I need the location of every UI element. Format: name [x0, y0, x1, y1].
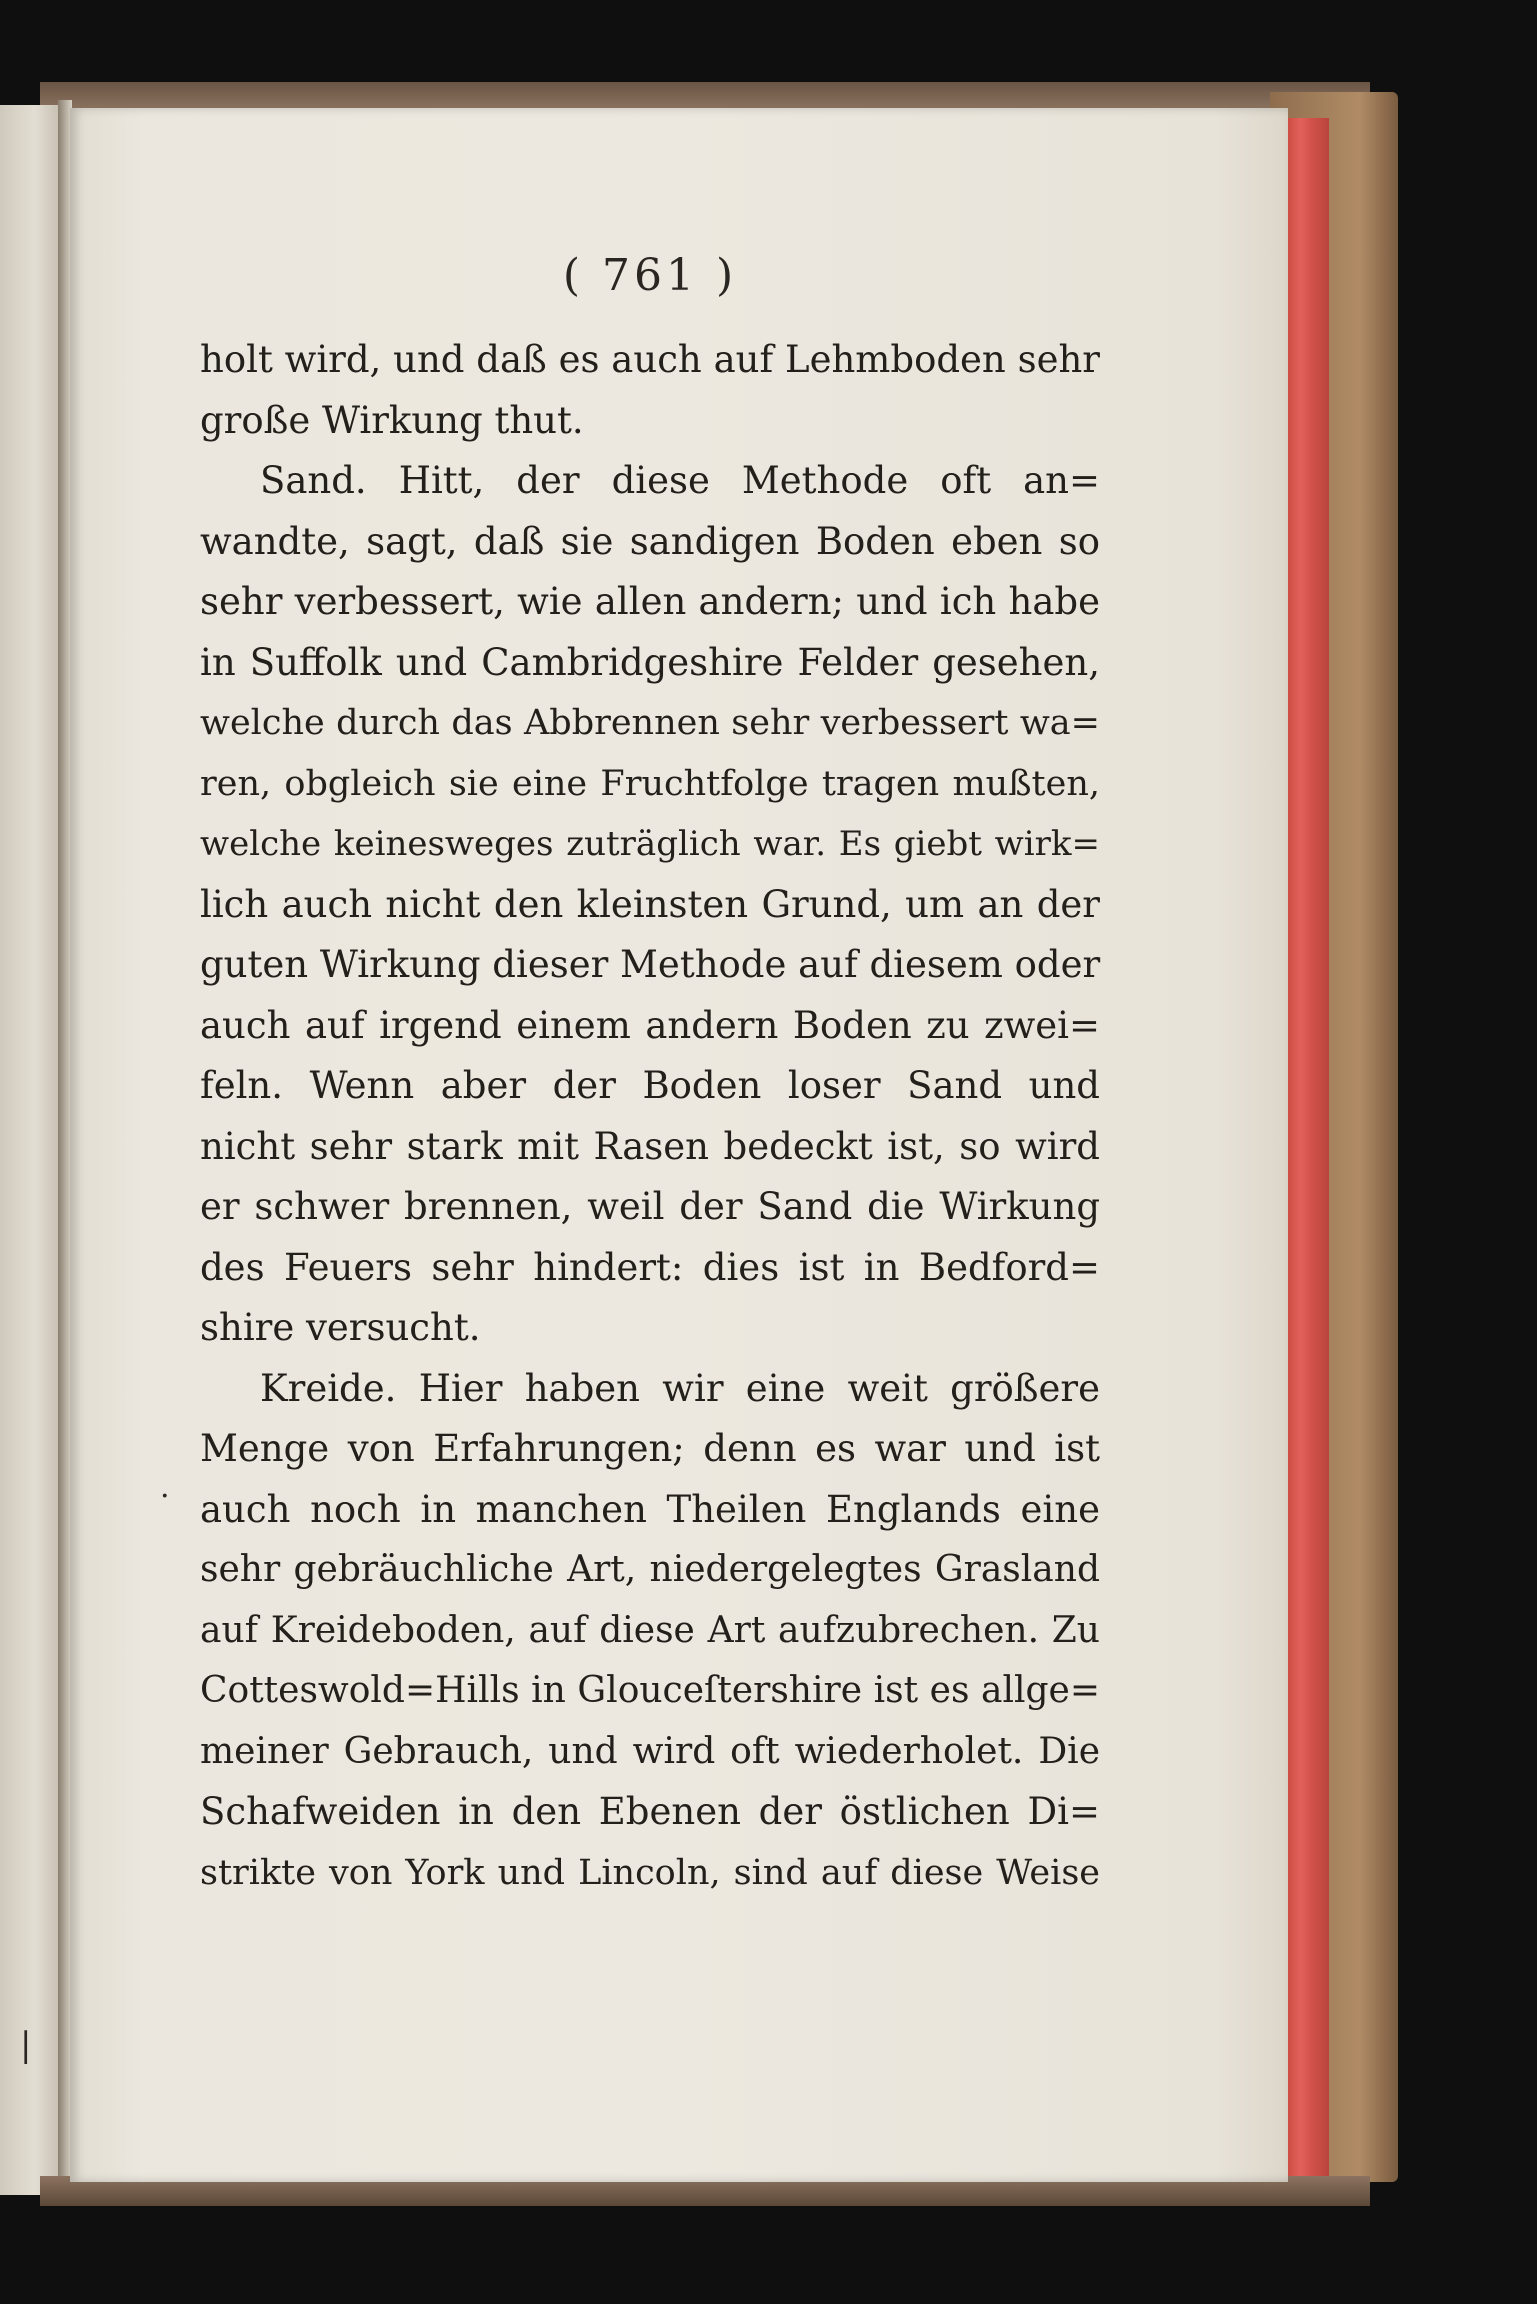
text-line: des Feuers sehr hindert: dies ist in Bedford=: [200, 1245, 1100, 1289]
text-line: meiner Gebrauch, und wird oft wiederholet. Die: [200, 1730, 1100, 1772]
page-body-text: [200, 330, 1100, 1903]
text-line: in Suffolk und Cambridgeshire Felder gesehen,: [200, 640, 1100, 684]
text-line: wandte, sagt, daß sie sandigen Boden eben so: [200, 519, 1100, 563]
cover-top-edge: [40, 82, 1370, 110]
stray-dot: .: [160, 1470, 170, 1505]
text-line: holt wird, und daß es auch auf Lehmboden sehr: [200, 338, 1100, 381]
text-line: ren, obgleich sie eine Fruchtfolge tragen mußten,: [200, 763, 1100, 804]
text-line: auf Kreideboden, auf diese Art aufzubrechen. Zu: [200, 1609, 1100, 1651]
text-line: shire versucht.: [200, 1306, 481, 1349]
text-line: welche keinesweges zuträglich war. Es giebt wirk=: [200, 824, 1100, 864]
red-page-edge: [1285, 118, 1329, 2184]
text-line: sehr verbessert, wie allen andern; und ich habe: [200, 580, 1100, 623]
text-line: welche durch das Abbrennen sehr verbessert wa=: [200, 703, 1100, 743]
text-line: sehr gebräuchliche Art, niedergelegtes Grasland: [200, 1549, 1100, 1590]
text-line: auch noch in manchen Theilen Englands eine: [200, 1487, 1100, 1531]
page-number: ( 761 ): [562, 250, 738, 301]
text-line: nicht sehr stark mit Rasen bedeckt ist, so wird: [200, 1124, 1100, 1168]
previous-page-sliver: [0, 105, 58, 2195]
text-line: Sand. Hitt, der diese Methode oft an=: [260, 459, 1100, 502]
text-line: er schwer brennen, weil der Sand die Wirkung: [200, 1185, 1100, 1228]
text-line: feln. Wenn aber der Boden loser Sand und: [200, 1064, 1100, 1107]
text-line: guten Wirkung dieser Methode auf diesem oder: [200, 943, 1101, 986]
text-line: Schafweiden in den Ebenen der östlichen Di=: [200, 1790, 1100, 1833]
text-line: Kreide. Hier haben wir eine weit größere: [260, 1366, 1100, 1410]
text-line: auch auf irgend einem andern Boden zu zwei=: [200, 1003, 1100, 1047]
text-line: strikte von York und Lincoln, sind auf diese Weise: [200, 1852, 1100, 1893]
text-line: große Wirkung thut.: [200, 398, 584, 442]
text-line: Menge von Erfahrungen; denn es war und ist: [200, 1427, 1100, 1470]
margin-mark: |: [20, 2025, 32, 2065]
text-line: Cotteswold=Hills in Glouceſtershire ist es allge=: [200, 1670, 1100, 1711]
text-line: lich auch nicht den kleinsten Grund, um an der: [200, 882, 1100, 926]
